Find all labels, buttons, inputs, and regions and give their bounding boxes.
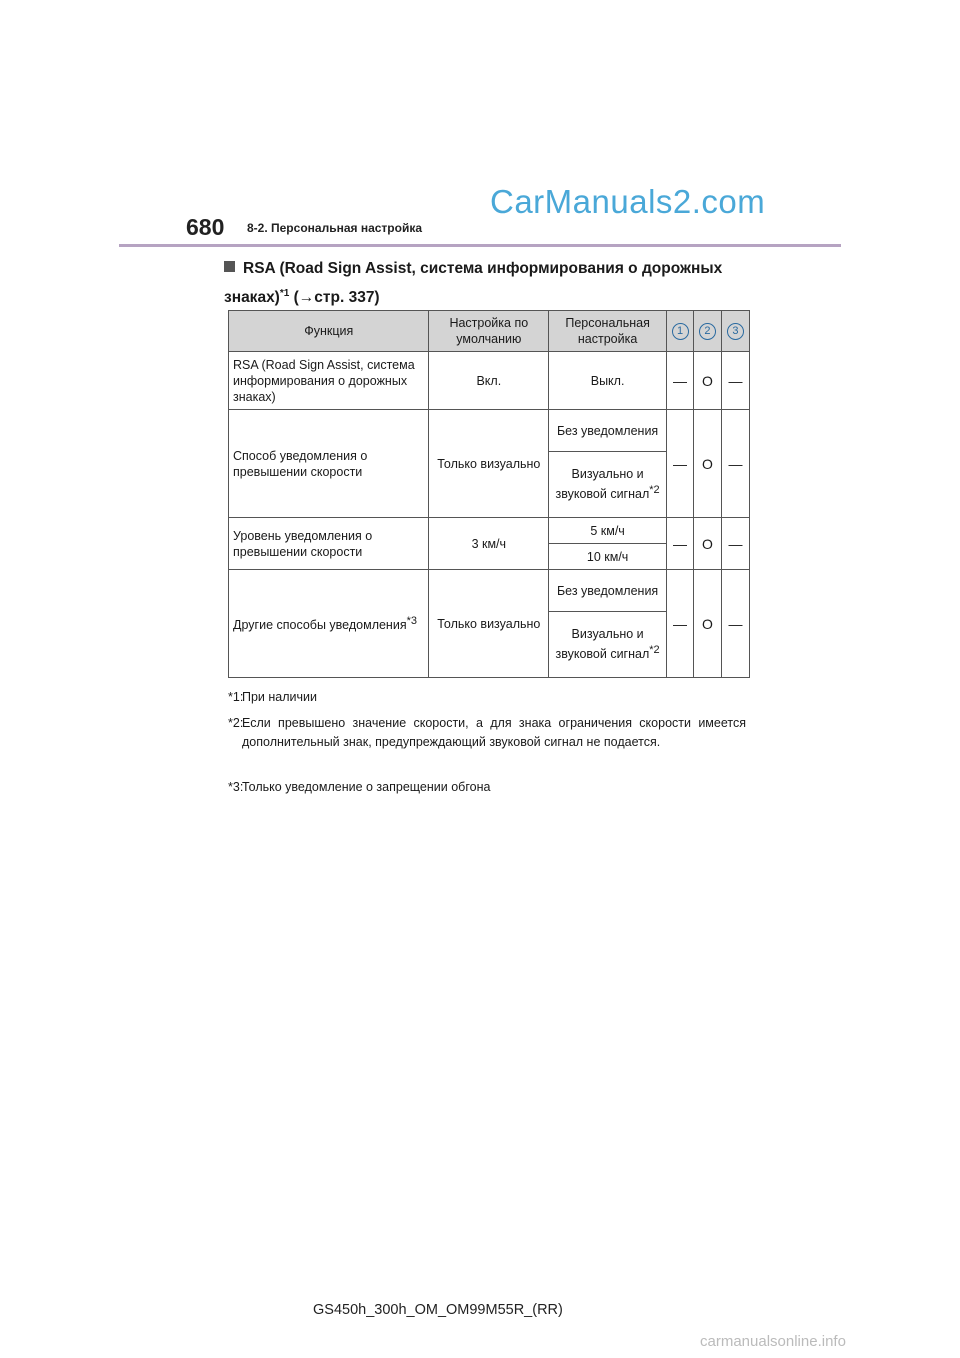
table-row — [229, 410, 750, 452]
table-row — [229, 518, 750, 544]
section-heading — [224, 256, 764, 310]
cell-function — [229, 570, 429, 678]
footnote-text: Только уведомление о запрещении обгона — [242, 780, 491, 794]
footnote-label: *2: — [228, 716, 244, 730]
cell-option: 5 км/ч — [549, 518, 667, 544]
function-text: Другие способы уведомления — [233, 618, 407, 633]
cell-option: Без уведомления — [549, 410, 667, 452]
cell-option: Без уведомления — [549, 570, 667, 612]
col-header-3 — [721, 311, 749, 352]
cell-mark-1: — — [667, 352, 694, 410]
footnote-label: *3: — [228, 780, 244, 794]
cell-option — [549, 612, 667, 678]
section-title: 8-2. Персональная настройка — [247, 221, 423, 235]
option-text: Визуально и звуковой сигнал — [555, 467, 650, 502]
footnote-text: При наличии — [242, 690, 317, 704]
cell-option: Выкл. — [549, 352, 667, 410]
col-header-default: Настройка по умолчанию — [429, 311, 549, 352]
cell-mark-3: — — [721, 518, 749, 570]
circled-number-2: 2 — [699, 323, 716, 340]
col-header-1 — [667, 311, 694, 352]
cell-function: Способ уведомления о превышении скорости — [229, 410, 429, 518]
heading-star: *1 — [279, 288, 290, 299]
footnote-1 — [228, 688, 746, 707]
circled-number-3: 3 — [727, 323, 744, 340]
footnote-3 — [228, 778, 746, 797]
star-3: *3 — [406, 615, 417, 628]
cell-function: RSA (Road Sign Assist, система информирования о дорожных знаках) — [229, 352, 429, 410]
watermark-bottom: carmanualsonline.info — [700, 1333, 846, 1350]
circled-number-1: 1 — [672, 323, 689, 340]
table-row — [229, 352, 750, 410]
cell-mark-2: O — [694, 518, 722, 570]
option-text: Визуально и звуковой сигнал — [555, 627, 650, 662]
cell-option — [549, 452, 667, 518]
col-header-function: Функция — [229, 311, 429, 352]
cell-mark-2: O — [694, 352, 722, 410]
cell-mark-1: — — [667, 518, 694, 570]
cell-mark-3: — — [721, 352, 749, 410]
star-2: *2 — [649, 484, 660, 497]
cell-default: Только визуально — [429, 570, 549, 678]
table-header-row — [229, 311, 750, 352]
cell-mark-1: — — [667, 570, 694, 678]
square-bullet-icon — [224, 261, 235, 272]
cell-mark-3: — — [721, 410, 749, 518]
settings-table — [228, 310, 750, 678]
col-header-custom: Персональная настройка — [549, 311, 667, 352]
page-number: 680 — [186, 214, 225, 240]
cell-mark-2: O — [694, 570, 722, 678]
cell-mark-3: — — [721, 570, 749, 678]
footnote-text: Если превышено значение скорости, а для знака ограничения скорости имеется дополнительный знак, предупреждающий звуковой сигнал не подается. — [242, 716, 746, 749]
heading-text: RSA (Road Sign Assist, система информирования о дорожных знаках) — [224, 260, 723, 307]
footnote-label: *1: — [228, 690, 244, 704]
table-row — [229, 570, 750, 612]
cell-default: 3 км/ч — [429, 518, 549, 570]
watermark-top: CarManuals2.com — [490, 183, 766, 220]
cell-function: Уровень уведомления о превышении скорости — [229, 518, 429, 570]
cell-default: Вкл. — [429, 352, 549, 410]
cell-mark-1: — — [667, 410, 694, 518]
footer-code: GS450h_300h_OM_OM99M55R_(RR) — [313, 1302, 563, 1318]
heading-ref: (→стр. 337) — [289, 289, 380, 307]
col-header-2 — [694, 311, 722, 352]
cell-mark-2: O — [694, 410, 722, 518]
cell-option: 10 км/ч — [549, 544, 667, 570]
star-2: *2 — [649, 644, 660, 657]
header-rule — [119, 244, 841, 247]
cell-default: Только визуально — [429, 410, 549, 518]
footnote-2 — [228, 714, 746, 752]
